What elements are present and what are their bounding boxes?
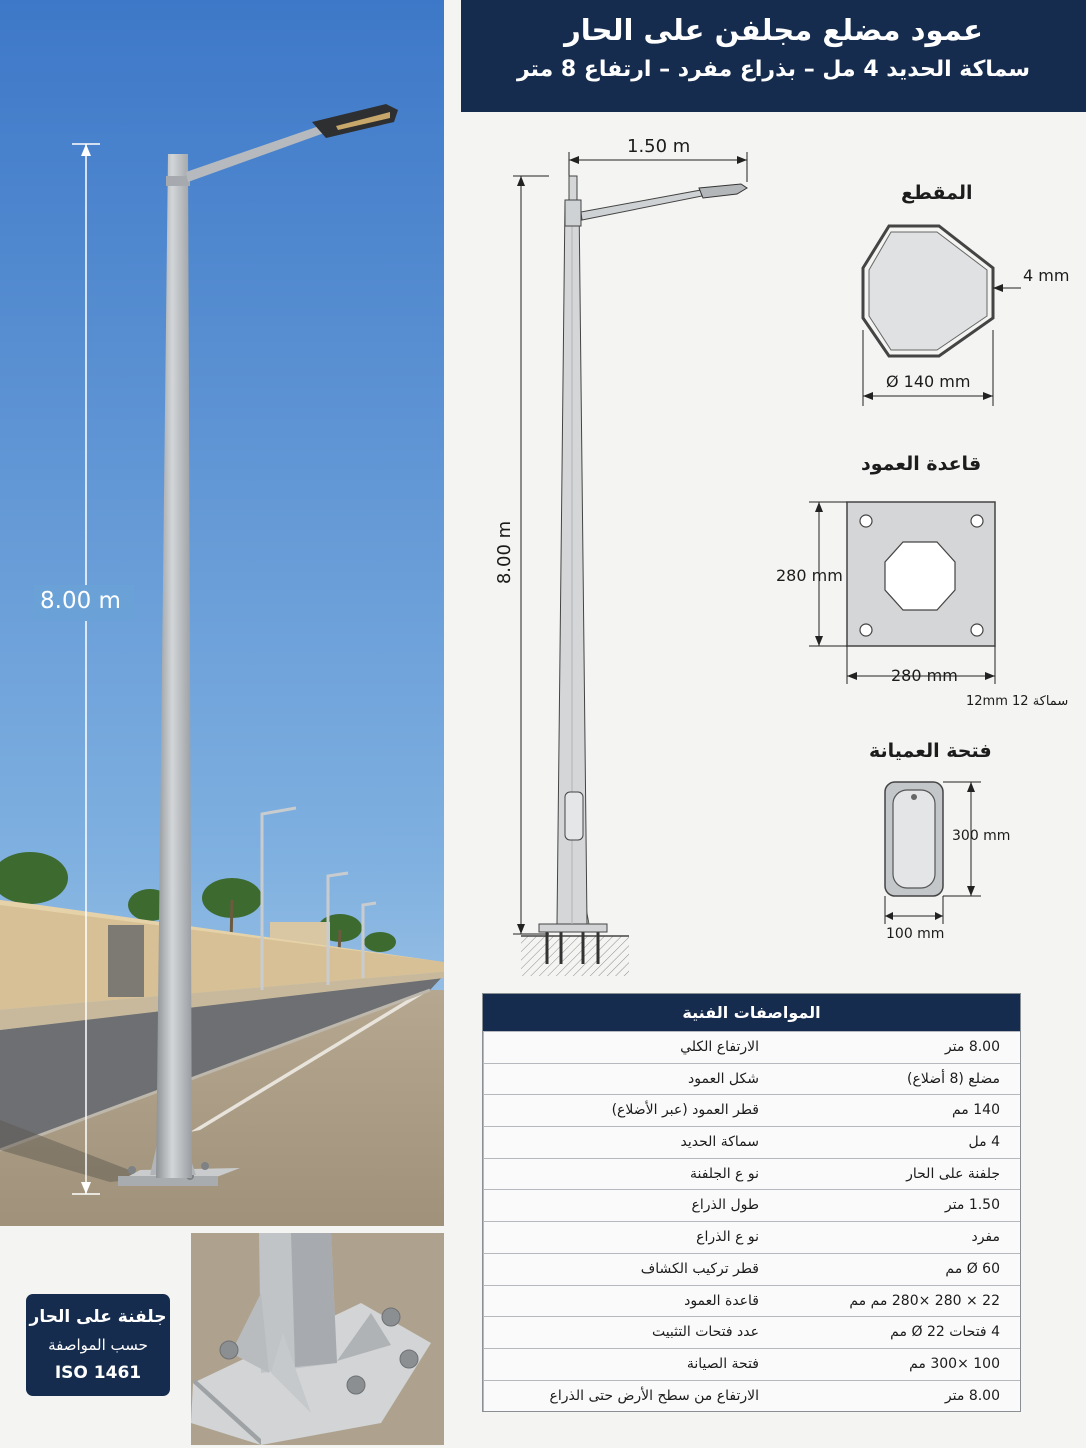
base-plate-photo (191, 1233, 444, 1445)
spec-key-cell: الارتفاع الكلي (483, 1032, 780, 1063)
pole-elevation-drawing (461, 112, 1086, 992)
spec-table-row (483, 1189, 1020, 1221)
spec-value-cell: 100 ×300 مم (909, 1355, 1000, 1372)
spec-table (482, 993, 1021, 1412)
galvanizing-badge (26, 1294, 170, 1396)
pole-photo (0, 0, 444, 1226)
page-title: عمود مضلع مجلفن على الحار (564, 13, 983, 47)
spec-value-cell: 4 مل (968, 1134, 1000, 1151)
spec-table-row (483, 1221, 1020, 1253)
spec-table-row (483, 1094, 1020, 1126)
base-plate-image (191, 1233, 444, 1445)
spec-value-cell: 140 مم (951, 1102, 1000, 1119)
spec-key-cell: طول الذراع (483, 1190, 780, 1221)
spec-table-row (483, 1316, 1020, 1348)
spec-value-cell: 60 Ø مم (945, 1260, 1000, 1277)
spec-table-row (483, 1348, 1020, 1380)
spec-table-row (483, 1253, 1020, 1285)
spec-table-row (483, 1126, 1020, 1158)
spec-key-cell: سماكة الحديد (483, 1127, 780, 1158)
section-title: المقطع (901, 182, 973, 204)
height-dimension-label: 8.00 m (40, 588, 121, 614)
spec-key-cell: عدد فتحات التثبيت (483, 1317, 780, 1348)
badge-line-3: ISO 1461 (54, 1363, 142, 1383)
spec-table-title: المواصفات الفنية (483, 994, 1020, 1031)
spec-value-cell: 1.50 متر (944, 1197, 1000, 1214)
spec-value-cell: جلفنة على الحار (906, 1165, 1000, 1182)
title-banner (461, 0, 1086, 112)
spec-table-row (483, 1158, 1020, 1190)
spec-table-row (483, 1285, 1020, 1317)
spec-value-cell: 8.00 متر (944, 1039, 1000, 1055)
spec-value-cell: مضلع (8 أضلاع) (907, 1070, 1000, 1087)
spec-key-cell: الارتفاع من سطح الأرض حتى الذراع (483, 1381, 780, 1412)
pole-height-label: 8.00 m (494, 520, 516, 585)
base-height-label: 280 mm (776, 566, 843, 585)
base-thickness-label: 12mm 12 سماكة (966, 694, 1069, 709)
section-diameter-label: Ø 140 mm (886, 372, 971, 391)
badge-line-2: حسب المواصفة (48, 1336, 148, 1354)
spec-value-cell: مفرد (971, 1229, 1000, 1246)
base-title: قاعدة العمود (861, 453, 982, 475)
base-width-label: 280 mm (891, 666, 958, 685)
spec-value-cell: 8.00 متر (944, 1387, 1000, 1404)
spec-key-cell: نو ع الذراع (483, 1222, 780, 1253)
spec-key-cell: شكل العمود (483, 1064, 780, 1095)
spec-key-cell: قطر تركيب الكشاف (483, 1254, 780, 1285)
spec-key-cell: فتحة الصيانة (483, 1349, 780, 1380)
door-title: فتحة العميانة (869, 740, 992, 762)
spec-value-cell: 4 فتحات 22 Ø مم (890, 1324, 1000, 1341)
section-thickness-label: 4 mm (1023, 266, 1070, 285)
spec-key-cell: نو ع الجلفنة (483, 1159, 780, 1190)
spec-table-body (483, 1031, 1020, 1411)
spec-table-row (483, 1380, 1020, 1412)
door-height-label: 300 mm (952, 828, 1011, 844)
spec-table-row (483, 1031, 1020, 1063)
spec-key-cell: قطر العمود (عبر الأضلاع) (483, 1095, 780, 1126)
page-subtitle: سماكة الحديد 4 مل – بذراع مفرد – ارتفاع 8 متر (516, 57, 1031, 82)
spec-value-cell: 22 × 280 ×280 مم مم (849, 1292, 1000, 1309)
arm-length-label: 1.50 m (627, 136, 691, 157)
spec-key-cell: قاعدة العمود (483, 1286, 780, 1317)
door-width-label: 100 mm (886, 926, 945, 942)
spec-table-row (483, 1063, 1020, 1095)
technical-drawing (461, 112, 1086, 992)
badge-line-1: جلفنة على الحار (29, 1307, 167, 1327)
